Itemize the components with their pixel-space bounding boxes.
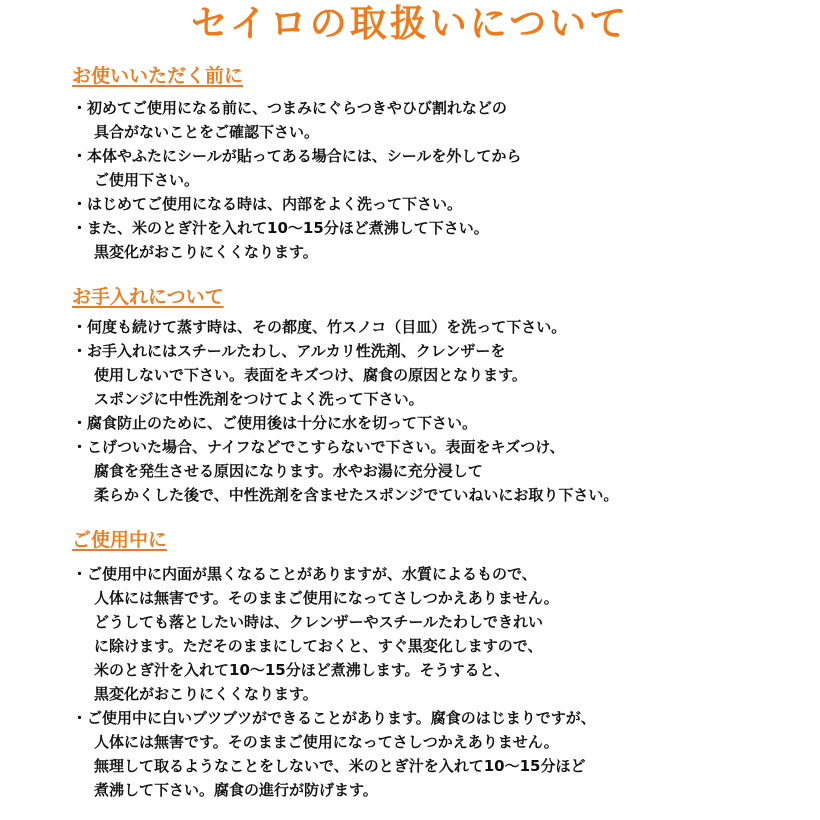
bullet-item-continuation: 黒変化がおこりにくくなります。 — [94, 685, 318, 703]
bullet-item-continuation: 具合がないことをご確認下さい。 — [94, 123, 320, 141]
bullet-item: ・また、米のとぎ汁を入れて10〜15分ほど煮沸して下さい。 — [72, 219, 489, 237]
bullet-item: ・本体やふたにシールが貼ってある場合には、シールを外してから — [72, 147, 522, 165]
bullet-item-continuation: に除けます。ただそのままにしておくと、すぐ黒変化しますので、 — [94, 637, 543, 655]
bullet-item-continuation: 柔らかくした後で、中性洗剤を含ませたスポンジでていねいにお取り下さい。 — [94, 486, 619, 504]
bullet-item: ・初めてご使用になる前に、つまみにぐらつきやひび割れなどの — [72, 99, 507, 117]
bullet-item-continuation: どうしても落としたい時は、クレンザーやスチールたわしできれい — [94, 613, 544, 631]
bullet-item: ・はじめてご使用になる時は、内部をよく洗って下さい。 — [72, 195, 463, 213]
bullet-item: ・ご使用中に白いブツブツができることがあります。腐食のはじまりですが、 — [72, 709, 596, 727]
bullet-item: ・こげついた場合、ナイフなどでこすらないで下さい。表面をキズつけ、 — [72, 438, 565, 456]
bullet-item: ・お手入れにはスチールたわし、アルカリ性洗剤、クレンザーを — [72, 342, 506, 360]
bullet-item-continuation: 腐食を発生させる原因になります。水やお湯に充分浸して — [94, 462, 483, 480]
bullet-item-continuation: 人体には無害です。そのままご使用になってさしつかえありません。 — [94, 589, 559, 607]
bullet-list-before-use — [72, 96, 521, 264]
bullet-item-continuation: 米のとぎ汁を入れて10〜15分ほど煮沸します。そうすると、 — [94, 661, 510, 679]
page-title: セイロの取扱いについて — [190, 2, 630, 45]
section-heading-care: お手入れについて — [72, 286, 224, 308]
bullet-item: ・腐食防止のために、ご使用後は十分に水を切って下さい。 — [72, 414, 478, 432]
bullet-list-care — [72, 315, 618, 507]
bullet-item: ・ご使用中に内面が黒くなることがありますが、水質によるもので、 — [72, 565, 537, 583]
bullet-item-continuation: 人体には無害です。そのままご使用になってさしつかえありません。 — [94, 733, 559, 751]
bullet-item-continuation: 黒変化がおこりにくくなります。 — [94, 243, 318, 261]
bullet-item-continuation: 使用しないで下さい。表面をキズつけ、腐食の原因となります。 — [94, 366, 527, 384]
bullet-item-continuation: 無理して取るようなことをしないで、米のとぎ汁を入れて10〜15分ほど — [94, 757, 586, 775]
section-heading-before-use: お使いいただく前に — [72, 65, 244, 87]
bullet-item-continuation: スポンジに中性洗剤をつけてよく洗って下さい。 — [94, 390, 424, 408]
bullet-item-continuation: ご使用下さい。 — [94, 171, 200, 189]
bullet-list-during-use — [72, 562, 596, 802]
bullet-item-continuation: 煮沸して下さい。腐食の進行が防げます。 — [94, 781, 378, 799]
section-heading-during-use: ご使用中に — [72, 529, 168, 551]
bullet-item: ・何度も続けて蒸す時は、その都度、竹スノコ（目皿）を洗って下さい。 — [72, 318, 567, 336]
